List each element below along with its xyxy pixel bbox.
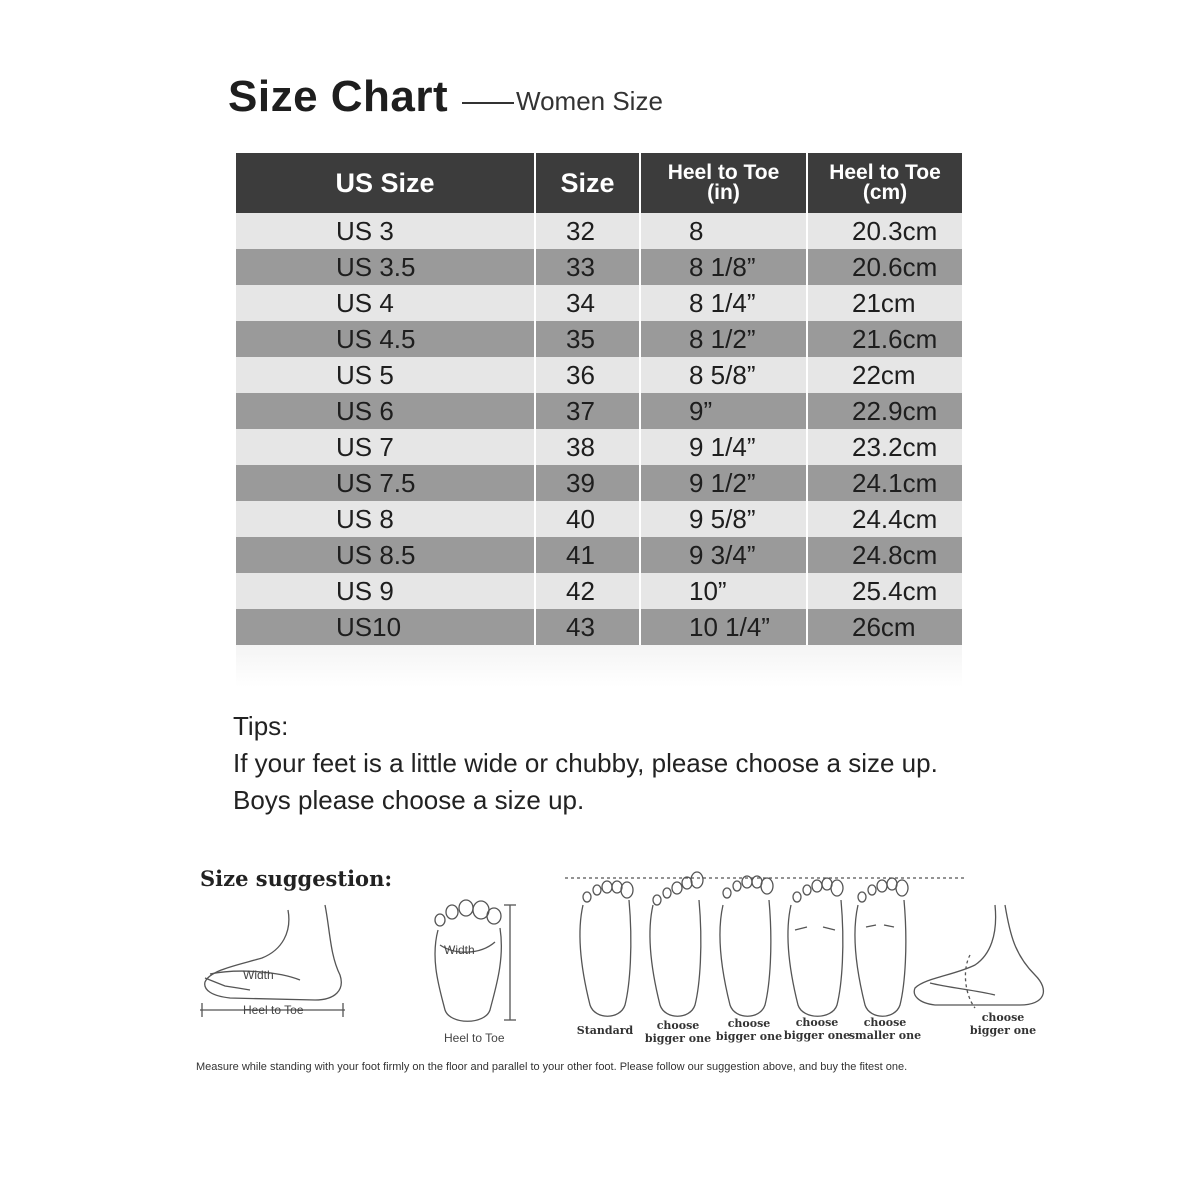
- cell-us-size: US 5: [236, 357, 536, 393]
- col-size: Size: [536, 153, 641, 213]
- cell-heel-toe-in: 8 1/4”: [641, 285, 808, 321]
- cell-heel-toe-in: 9 3/4”: [641, 537, 808, 573]
- cell-size: 37: [536, 393, 641, 429]
- cell-heel-toe-cm: 22cm: [852, 359, 916, 390]
- cell-us-size: US 4.5: [236, 321, 536, 357]
- top-width-label: Width: [444, 943, 475, 957]
- cell-size: 43: [536, 609, 641, 645]
- cell-us-size: US 4: [236, 285, 536, 321]
- col-heel-toe-cm-unit: (cm): [862, 181, 908, 204]
- cell-size: 41: [536, 537, 641, 573]
- tips-line-2: Boys please choose a size up.: [233, 785, 585, 815]
- cell-heel-toe-cm: 24.4cm: [852, 503, 938, 534]
- col-heel-toe-in-label: Heel to Toe: [667, 161, 780, 184]
- cell-us-size: US10: [236, 609, 536, 645]
- cell-size: 34: [536, 285, 641, 321]
- caption-2-line1: choose: [656, 1019, 700, 1032]
- measure-footnote: Measure while standing with your foot firmly on the floor and parallel to your other foot. Please follow our suggestion above, and buy the fitest one.: [196, 1061, 908, 1073]
- cell-heel-toe-in: 9 5/8”: [641, 501, 808, 537]
- cell-heel-toe-in: 8 5/8”: [641, 357, 808, 393]
- cell-us-size: US 9: [236, 573, 536, 609]
- caption-4: [781, 1016, 853, 1042]
- caption-5-line2: smaller one: [848, 1029, 922, 1042]
- side-foot-icon: [200, 905, 345, 1017]
- cell-heel-toe-in: 9”: [641, 393, 808, 429]
- caption-3-line2: bigger one: [715, 1030, 783, 1043]
- cell-size: 38: [536, 429, 641, 465]
- cell-heel-toe-in: 10”: [641, 573, 808, 609]
- tips-heading: Tips:: [233, 711, 289, 741]
- caption-6-line2: bigger one: [969, 1024, 1037, 1037]
- caption-4-line1: choose: [795, 1016, 839, 1029]
- cell-us-size: US 6: [236, 393, 536, 429]
- caption-standard-line1: Standard: [576, 1024, 634, 1037]
- cell-size: 42: [536, 573, 641, 609]
- cell-heel-toe-cm: 24.1cm: [852, 467, 938, 498]
- cell-us-size: US 3: [236, 213, 536, 249]
- cell-us-size: US 8: [236, 501, 536, 537]
- cell-heel-toe-cm: 25.4cm: [852, 575, 938, 606]
- caption-3-line1: choose: [727, 1017, 771, 1030]
- cell-heel-toe-in: 8 1/2”: [641, 321, 808, 357]
- cell-heel-toe-in: 8: [641, 213, 808, 249]
- size-suggestion-title: Size suggestion:: [200, 866, 393, 891]
- top-foot-icon: [435, 900, 516, 1021]
- cell-heel-toe-cm: 23.2cm: [852, 431, 938, 462]
- caption-6-line1: choose: [981, 1011, 1025, 1024]
- cell-size: 36: [536, 357, 641, 393]
- caption-2: [642, 1019, 714, 1045]
- cell-heel-toe-in: 10 1/4”: [641, 609, 808, 645]
- top-length-label: Heel to Toe: [444, 1031, 505, 1045]
- caption-standard: [570, 1024, 640, 1037]
- col-us-size: US Size: [236, 153, 536, 213]
- caption-4-line2: bigger one: [783, 1029, 851, 1042]
- col-heel-toe-cm-label: Heel to Toe: [829, 161, 941, 184]
- cell-heel-toe-cm: 21.6cm: [852, 323, 938, 354]
- cell-heel-toe-cm: 21cm: [852, 287, 916, 318]
- subtitle-text: Women Size: [516, 86, 663, 116]
- caption-3: [713, 1017, 785, 1043]
- cell-heel-toe-cm: 20.6cm: [852, 251, 938, 282]
- cell-heel-toe-in: 9 1/2”: [641, 465, 808, 501]
- side-width-label: Width: [243, 968, 274, 982]
- caption-6: [966, 1011, 1040, 1037]
- page-title: Size Chart: [228, 72, 449, 121]
- cell-size: 32: [536, 213, 641, 249]
- side-length-label: Heel to Toe: [243, 1003, 304, 1017]
- cell-size: 35: [536, 321, 641, 357]
- cell-heel-toe-in: 9 1/4”: [641, 429, 808, 465]
- cell-size: 33: [536, 249, 641, 285]
- cell-heel-toe-cm: 24.8cm: [852, 539, 938, 570]
- cell-size: 39: [536, 465, 641, 501]
- cell-heel-toe-cm: 26cm: [852, 611, 916, 642]
- cell-us-size: US 8.5: [236, 537, 536, 573]
- footprint-icons: [580, 872, 908, 1016]
- ankle-foot-icon: [914, 905, 1043, 1008]
- cell-heel-toe-cm: 20.3cm: [852, 215, 938, 246]
- cell-us-size: US 7.5: [236, 465, 536, 501]
- caption-2-line2: bigger one: [644, 1032, 712, 1045]
- caption-5-line1: choose: [863, 1016, 907, 1029]
- cell-us-size: US 7: [236, 429, 536, 465]
- cell-size: 40: [536, 501, 641, 537]
- col-heel-toe-in-unit: (in): [707, 181, 740, 204]
- caption-5: [848, 1016, 922, 1042]
- tips-line-1: If your feet is a little wide or chubby, please choose a size up.: [233, 748, 938, 778]
- cell-us-size: US 3.5: [236, 249, 536, 285]
- cell-heel-toe-in: 8 1/8”: [641, 249, 808, 285]
- cell-heel-toe-cm: 22.9cm: [852, 395, 938, 426]
